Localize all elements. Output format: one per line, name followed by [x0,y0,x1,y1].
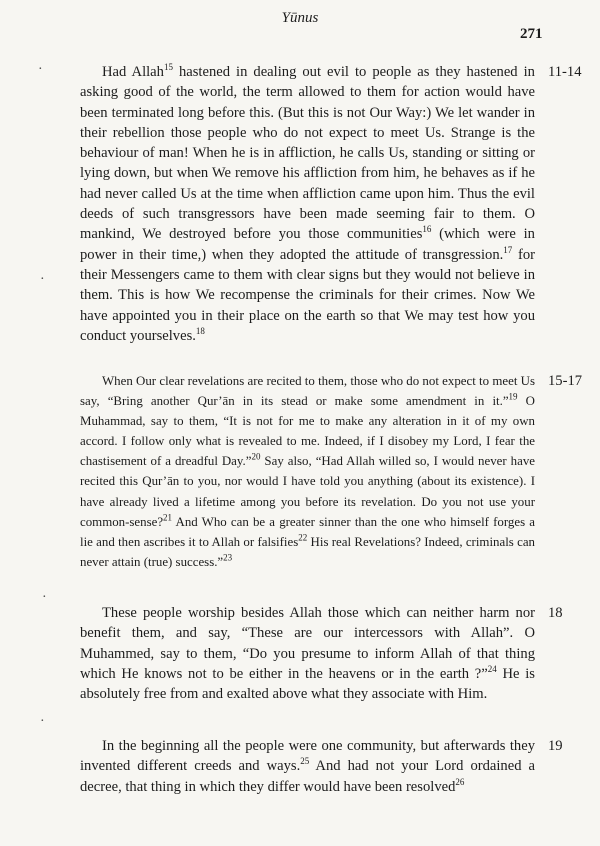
paragraph [80,371,535,572]
verse-reference: 11-14 [548,64,582,80]
text-run: (which were in power in their time,) when they adopted the attitude of transgression. [80,226,535,263]
text-run: And Who can be a greater sinner than the one who himself forges a lie and then ascribes it to Allah or falsifies [80,514,535,549]
text-run: He is absolutely free from and exalted above what they associate with Him. [80,665,535,703]
text-run: Had Allah [102,64,164,80]
text-run: His real Revelations? Indeed, criminals can never attain (true) success.” [80,534,535,569]
margin-dot: · [40,714,45,729]
margin-dot: · [42,590,47,605]
footnote-marker: 23 [223,552,233,563]
footnote-marker: 25 [300,756,310,767]
footnote-marker: 16 [422,224,432,235]
text-run: hastened in dealing out evil to people as they hastened in asking good of the world, the term allowed to them for action would have been terminated long before this. (But this is not Our Way:) We let wander in their rebellion those people who do not expect to meet Us. Strange is the behaviour of man! When he is in affliction, he calls Us, standing or sitting or lying down, but when We remove his affliction from him, he behaves as if he had never called Us at the time when affliction came upon him. Thus the evil deeds of such transgressors have been made seeming fair to them. O mankind, We destroyed before you those communities [80,64,535,243]
footnote-marker: 24 [487,664,497,675]
text-run: In the beginning all the people were one community, but afterwards they invented different creeds and ways. [80,738,535,775]
text-run: Say also, “Had Allah willed so, I would never have recited this Qur’ān to you, nor would I have told you anything (about its existence). I have already lived a lifetime among you before its revelation. Do you not use your common-sense? [80,454,535,529]
text-run: These people worship besides Allah those which can neither harm nor benefit them, and say, “These are our intercessors with Allah”. O Muhammed, say to them, “Do you presume to inform Allah of that thing which He knows not to be either in the heavens or in the earth ?” [80,605,535,682]
text-run: When Our clear revelations are recited to them, those who do not expect to meet Us say, “Bring another Qur’ān in its stead or make some amendment in it.” [80,374,535,409]
footnote-marker: 17 [503,244,513,255]
text-run: And had not your Lord ordained a decree, that thing in which they differ would have been resolved [80,758,535,795]
text-run: for their Messengers came to them with clear signs but they would not believe in them. This is how We recompense the criminals for their crimes. Now We have appointed you in their place on the earth so that We may test how you conduct yourselves. [80,246,535,344]
footnote-marker: 22 [298,532,308,543]
margin-dot: · [40,272,45,287]
verse-reference: 15-17 [548,373,583,389]
running-header-title: Yūnus [281,10,319,26]
footnote-marker: 18 [195,326,205,336]
page-number: 271 [520,26,543,42]
text-run: O Muhammad, say to them, “It is not for me to make any alteration in it of my own accord. I follow only what is revealed to me. Indeed, if I disobey my Lord, I fear the chastisement of a dreadful Day.” [80,394,535,469]
verse-reference: 18 [548,605,563,621]
footnote-marker: 19 [508,391,518,402]
paragraph [80,62,535,346]
verse-reference: 19 [548,738,563,754]
footnote-marker: 26 [455,776,465,787]
margin-dot: · [38,62,43,77]
paragraph [80,736,535,797]
footnote-marker: 20 [251,452,261,463]
footnote-marker: 15 [163,62,173,73]
paragraph [80,603,535,704]
footnote-marker: 21 [163,512,173,523]
